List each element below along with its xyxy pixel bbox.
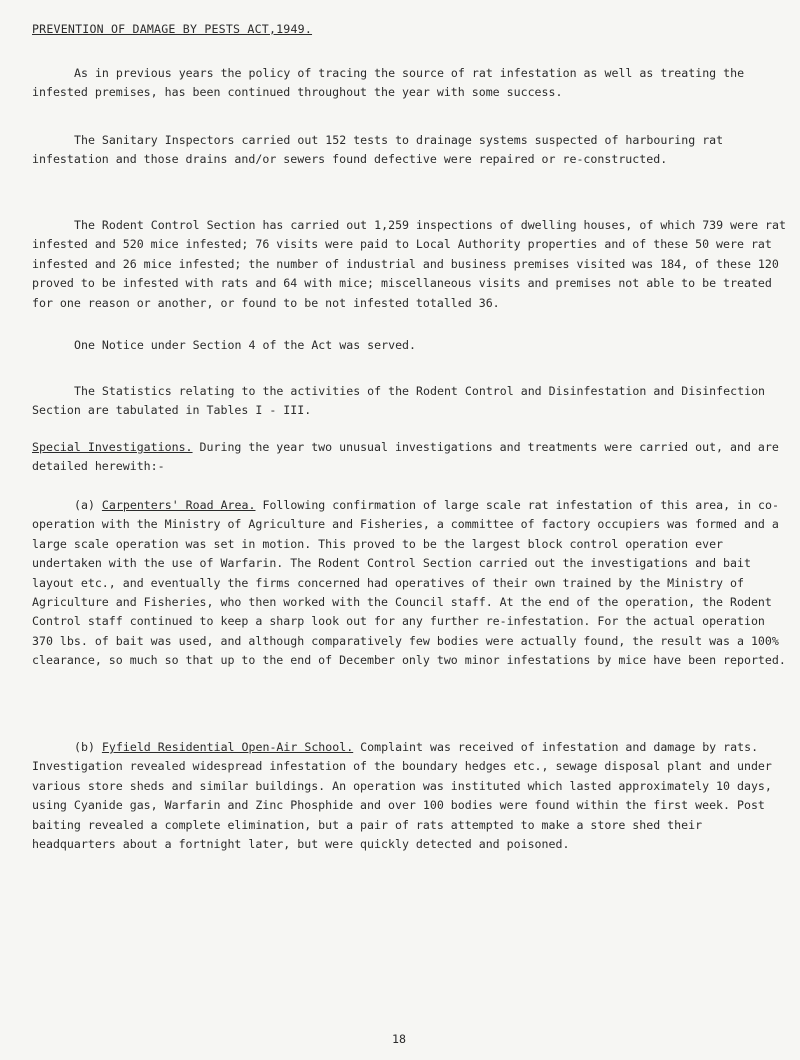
page-heading: PREVENTION OF DAMAGE BY PESTS ACT,1949. bbox=[32, 22, 313, 36]
item-a-title: Carpenters' Road Area. bbox=[101, 498, 256, 512]
item-b-label: (b) bbox=[74, 740, 102, 754]
special-investigations-paragraph bbox=[32, 438, 792, 477]
paragraph-statistics: The Statistics relating to the activities of the Rodent Control and Disinfestation and Disinfection Section are tabulated in Tables I - III. bbox=[32, 384, 766, 418]
paragraph-notice: One Notice under Section 4 of the Act was served. bbox=[74, 338, 417, 352]
special-investigations-intro: During the year two unusual investigations and treatments were carried out, and are detailed herewith:- bbox=[32, 440, 779, 474]
item-b-title: Fyfield Residential Open-Air School. bbox=[101, 740, 354, 754]
paragraph-rodent-inspections: The Rodent Control Section has carried out 1,259 inspections of dwelling houses, of which 739 were rat infested and 520 mice infested; 76 visits were paid to Local Authority properties and of these 50 were rat infested and 26 mice infested; the number of industrial and business premises visited was 184, of these 120 proved to be infested with rats and 64 with mice; miscellaneous visits and premises not able to be treated for one reason or another, or found to be not infested totalled 36. bbox=[32, 218, 786, 310]
paragraph-drainage-tests: The Sanitary Inspectors carried out 152 tests to drainage systems suspected of harbouring rat infestation and those drains and/or sewers found defective were repaired or re-constructed. bbox=[32, 133, 724, 167]
item-b-body: Complaint was received of infestation and damage by rats. Investigation revealed widespread infestation of the boundary hedges etc., sewage disposal plant and under various store sheds and similar buildings. An operation was instituted which lasted approximately 10 days, using Cyanide gas, Warfarin and Zinc Phosphide and over 100 bodies were found within the first week. Post baiting revealed a complete elimination, but a pair of rats attempted to make a store shed their headquarters about a fortnight later, but were quickly detected and poisoned. bbox=[32, 740, 772, 852]
item-b-paragraph bbox=[32, 738, 792, 854]
page-number: 18 bbox=[392, 1032, 406, 1046]
item-a-label: (a) bbox=[74, 498, 102, 512]
item-a-paragraph bbox=[32, 496, 792, 671]
special-investigations-title: Special Investigations. bbox=[32, 440, 193, 454]
paragraph-policy: As in previous years the policy of tracing the source of rat infestation as well as treating the infested premises, has been continued throughout the year with some success. bbox=[32, 66, 745, 100]
item-a-body: Following confirmation of large scale rat infestation of this area, in co-operation with the Ministry of Agriculture and Fisheries, a committee of factory occupiers was formed and a large scale operation was set in motion. This proved to be the largest block control operation ever undertaken with the use of Warfarin. The Rodent Control Section carried out the investigations and bait layout etc., and eventually the firms concerned had operatives of their own trained by the Ministry of Agriculture and Fisheries, who then worked with the Council staff. At the end of the operation, the Rodent Control staff continued to keep a sharp look out for any further re-infestation. For the actual operation 370 lbs. of bait was used, and although comparatively few bodies were actually found, the result was a 100% clearance, so much so that up to the end of December only two minor infestations by mice have been reported. bbox=[32, 498, 786, 668]
